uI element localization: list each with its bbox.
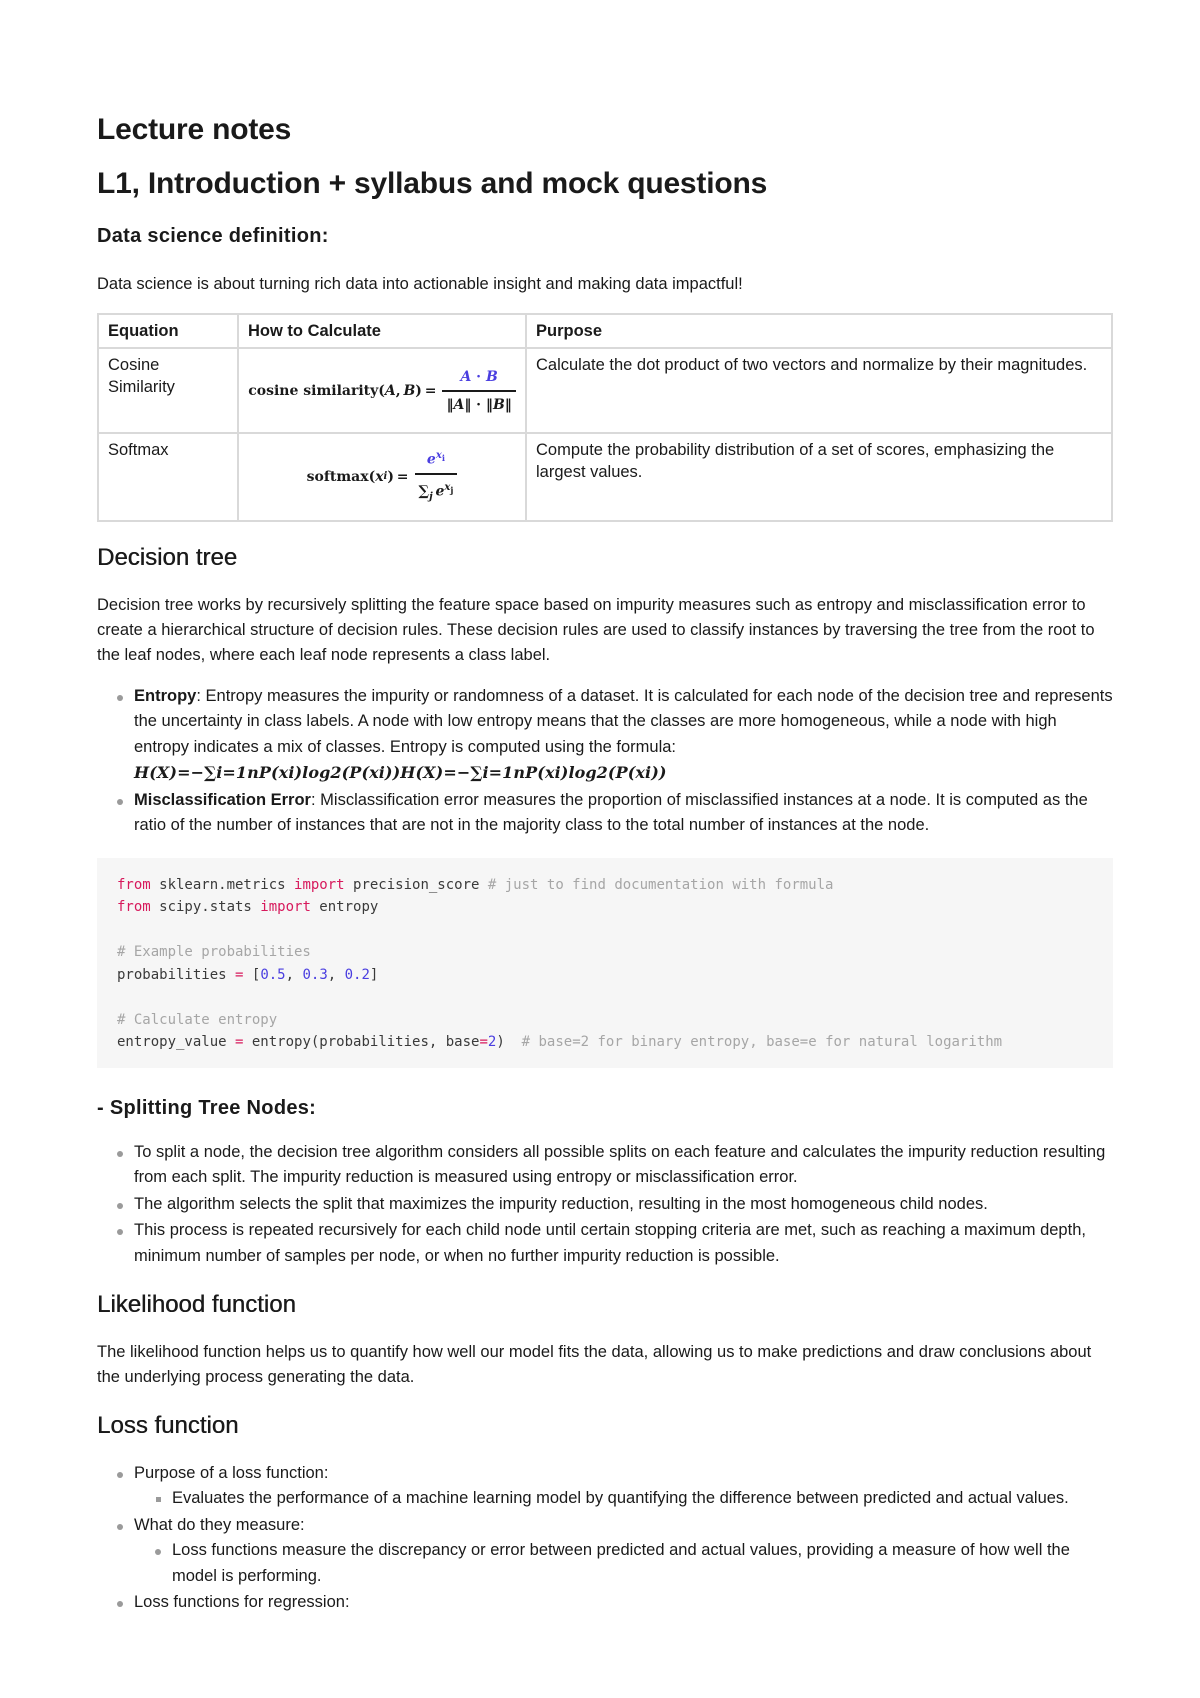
table-row [98,433,1112,521]
loss-sub-list [134,1486,1113,1512]
code-line: from scipy.stats import entropy [117,899,379,916]
splitting-heading: - Splitting Tree Nodes: [97,1096,317,1119]
loss-item-label: Purpose of a loss function: [134,1463,329,1482]
equations-table [97,313,1113,522]
list-item: Evaluates the performance of a machine learning model by quantifying the difference between predicted and actual values. [172,1486,1113,1512]
decision-tree-heading: Decision tree [97,544,238,571]
loss-heading: Loss function [97,1412,239,1440]
equation-name: Cosine Similarity [98,348,238,433]
table-header-equation: Equation [98,314,238,348]
list-item: To split a node, the decision tree algorithm considers all possible splits on each feature and calculates the impurity reduction resulting from each split. The impurity reduction is measured using entropy or misclassification error. [134,1140,1113,1191]
bullet-text: : Misclassification error measures the proportion of misclassified instances at a node. It is computed as the ratio of the number of instances that are not in the majority class to the total number of instances at the node. [134,790,1088,835]
definition-text: Data science is about turning rich data into actionable insight and making data impactful! [97,275,743,293]
decision-tree-bullets [97,684,1113,839]
bullet-text: : Entropy measures the impurity or randomness of a dataset. It is calculated for each node of the decision tree and represents the uncertainty in class labels. A node with low entropy means that the classes are more homogeneous, while a node with high entropy indicates a mix of classes. Entropy is computed using the formula: [134,686,1113,756]
loss-bullets [97,1461,1113,1616]
loss-sub-list [134,1538,1113,1589]
code-line: from sklearn.metrics import precision_score # just to find documentation with formula [117,876,834,893]
list-item: The algorithm selects the split that maximizes the impurity reduction, resulting in the most homogeneous child nodes. [134,1192,1113,1218]
list-item [134,684,1113,787]
definition-heading: Data science definition: [97,225,329,247]
table-header-row [98,314,1112,348]
code-line: # Calculate entropy [117,1011,278,1028]
decision-tree-intro: Decision tree works by recursively splitting the feature space based on impurity measures such as entropy and misclassification error to create a hierarchical structure of decision rules. These decision rules are used to classify instances by traversing the tree from the root to the leaf nodes, where each leaf node represents a class label. [97,595,1095,664]
code-line: probabilities = [0.5, 0.3, 0.2] [117,966,379,983]
code-line: # Example probabilities [117,944,311,961]
table-header-how: How to Calculate [238,314,526,348]
likelihood-text: The likelihood function helps us to quantify how well our model fits the data, allowing us to make predictions and draw conclusions about the underlying process generating the data. [97,1343,1092,1387]
bullet-term: Misclassification Error [134,790,311,809]
formula-label: softmax [306,468,369,485]
equation-name: Softmax [98,433,238,521]
likelihood-heading: Likelihood function [97,1291,296,1319]
list-item [134,1513,1113,1590]
code-line: entropy_value = entropy(probabilities, base=2) # base=2 for binary entropy, base=e for natural logarithm [117,1034,1003,1051]
bullet-term: Entropy [134,686,197,705]
softmax-formula: softmax ( x i ) = $\frac{e^{x_i}}{\sum_j e^{x_j}}$ [238,433,526,521]
list-item [134,788,1113,839]
list-item [134,1461,1113,1512]
code-block[interactable] [97,858,1113,1068]
list-item: Loss functions for regression: [134,1590,1113,1616]
purpose-text: Compute the probability distribution of a set of scores, emphasizing the largest values. [526,433,1112,521]
table-row [98,348,1112,433]
lecture-title: L1, Introduction + syllabus and mock questions [97,167,768,200]
document-title: Lecture notes [97,113,292,146]
cosine-formula: cosine similarity ( A , B ) = $\frac{A \cdot B}{‖A‖ \cdot ‖B‖}$ [238,348,526,433]
list-item: Loss functions measure the discrepancy or error between predicted and actual values, providing a measure of how well the model is performing. [172,1538,1113,1589]
purpose-text: Calculate the dot product of two vectors and normalize by their magnitudes. [526,348,1112,433]
loss-item-label: What do they measure: [134,1515,305,1534]
table-header-purpose: Purpose [526,314,1112,348]
splitting-bullets [97,1140,1113,1270]
entropy-formula: H(X)=−∑i=1nP(xi)log2(P(xi))H(X)=−∑i=1nP(xi)log2(P(xi)) [134,763,667,783]
list-item: This process is repeated recursively for each child node until certain stopping criteria are met, such as reaching a maximum depth, minimum number of samples per node, or when no further impurity reduction is possible. [134,1218,1113,1269]
formula-label: cosine similarity [248,382,379,399]
document-page [97,112,1113,1617]
